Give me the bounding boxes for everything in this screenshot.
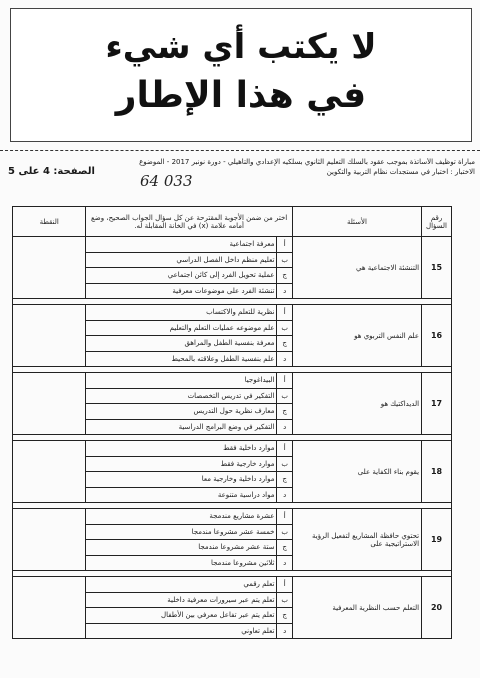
question-text: الديداكتيك هو [292, 373, 421, 435]
option-text: علم موضوعه عمليات التعلم والتعليم [86, 320, 277, 336]
score-cell[interactable] [13, 441, 86, 503]
option-row [13, 373, 452, 389]
option-letter: أ [277, 509, 292, 525]
score-cell[interactable] [13, 577, 86, 639]
option-letter: أ [277, 441, 292, 457]
option-text: معرفة اجتماعية [86, 237, 277, 253]
option-letter: ج [277, 336, 292, 352]
option-letter: أ [277, 305, 292, 321]
option-text: تنشئة الفرد على موضوعات معرفية [86, 283, 277, 299]
question-number: 18 [422, 441, 452, 503]
no-writing-title-line2: في هذا الإطار [115, 75, 367, 116]
option-text: نظرية للتعلم والاكتساب [86, 305, 277, 321]
question-text: التعلم حسب النظرية المعرفية [292, 577, 421, 639]
option-text: موارد داخلية فقط [86, 441, 277, 457]
option-letter: ب [277, 388, 292, 404]
option-letter: أ [277, 577, 292, 593]
no-writing-frame [10, 8, 472, 142]
option-text: التفكير في وضع البرامج الدراسية [86, 419, 277, 435]
option-letter: ج [277, 540, 292, 556]
no-writing-title-line1: لا يكتب أي شيء [105, 27, 377, 67]
option-text: خمسة عشر مشروعا مندمجا [86, 524, 277, 540]
option-letter: ب [277, 320, 292, 336]
option-letter: ج [277, 472, 292, 488]
question-number: 19 [422, 509, 452, 571]
option-letter: د [277, 351, 292, 367]
option-text: موارد خارجية فقط [86, 456, 277, 472]
header-num: رقم السؤال [422, 207, 452, 237]
option-letter: أ [277, 237, 292, 253]
option-text: تعلم يتم عبر سيرورات معرفية داخلية [86, 592, 277, 608]
cut-line [0, 150, 480, 151]
page-label: الصفحة: 4 على 5 [8, 166, 95, 177]
option-letter: د [277, 555, 292, 571]
option-text: البيداغوجيا [86, 373, 277, 389]
option-letter: ب [277, 252, 292, 268]
option-text: عشرة مشاريع مندمجة [86, 509, 277, 525]
question-text: التنشئة الاجتماعية هي [292, 237, 421, 299]
table-header-row [13, 207, 452, 237]
option-letter: أ [277, 373, 292, 389]
score-cell[interactable] [13, 305, 86, 367]
question-number: 15 [422, 237, 452, 299]
option-letter: ب [277, 592, 292, 608]
question-number: 20 [422, 577, 452, 639]
option-text: تعلم تعاوني [86, 623, 277, 639]
option-text: موارد داخلية وخارجية معا [86, 472, 277, 488]
option-letter: د [277, 487, 292, 503]
exam-header-line2: الاختبار : اختبار في مستجدات نظام التربية والتكوين [326, 168, 475, 176]
question-number: 17 [422, 373, 452, 435]
option-row [13, 509, 452, 525]
questions-table [12, 206, 452, 639]
option-letter: ج [277, 608, 292, 624]
option-text: مواد دراسية متنوعة [86, 487, 277, 503]
handwritten-number: 64 033 [140, 172, 193, 190]
header-score: النقطة [13, 207, 86, 237]
option-text: معارف نظرية حول التدريس [86, 404, 277, 420]
question-number: 16 [422, 305, 452, 367]
option-letter: ج [277, 404, 292, 420]
option-text: عملية تحويل الفرد إلى كائن اجتماعي [86, 268, 277, 284]
option-row [13, 577, 452, 593]
option-letter: ب [277, 524, 292, 540]
question-text: علم النفس التربوي هو [292, 305, 421, 367]
option-letter: ب [277, 456, 292, 472]
header-question: الأسئلة [292, 207, 421, 237]
option-letter: ج [277, 268, 292, 284]
header-instructions: اختر من ضمن الأجوبة المقترحة عن كل سؤال الجواب الصحيح، وضع أمامه علامة (x) في الخانة المقابلة له. [86, 207, 293, 237]
option-letter: د [277, 419, 292, 435]
option-letter: د [277, 283, 292, 299]
option-text: معرفة بنفسية الطفل والمراهق [86, 336, 277, 352]
question-text: تحتوي حافظة المشاريع لتفعيل الرؤية الاستراتيجية على [292, 509, 421, 571]
option-text: ثلاثين مشروعا مندمجا [86, 555, 277, 571]
exam-header-line1: مباراة توظيف الأساتذة بموجب عقود بالسلك التعليم الثانوي بسلكيه الإعدادي والتأهيلي - دورة نونبر 2017 - الموضوع [139, 158, 475, 166]
option-text: تعلم رقمي [86, 577, 277, 593]
option-text: ستة عشر مشروعا مندمجا [86, 540, 277, 556]
option-row [13, 237, 452, 253]
option-text: تعلم يتم عبر تفاعل معرفي بين الأطفال [86, 608, 277, 624]
question-text: يقوم بناء الكفاية على [292, 441, 421, 503]
option-row [13, 305, 452, 321]
option-text: تعليم منظم داخل الفصل الدراسي [86, 252, 277, 268]
option-text: علم بنفسية الطفل وعلاقته بالمحيط [86, 351, 277, 367]
option-letter: د [277, 623, 292, 639]
score-cell[interactable] [13, 509, 86, 571]
score-cell[interactable] [13, 237, 86, 299]
score-cell[interactable] [13, 373, 86, 435]
option-row [13, 441, 452, 457]
option-text: التفكير في تدريس التخصصات [86, 388, 277, 404]
